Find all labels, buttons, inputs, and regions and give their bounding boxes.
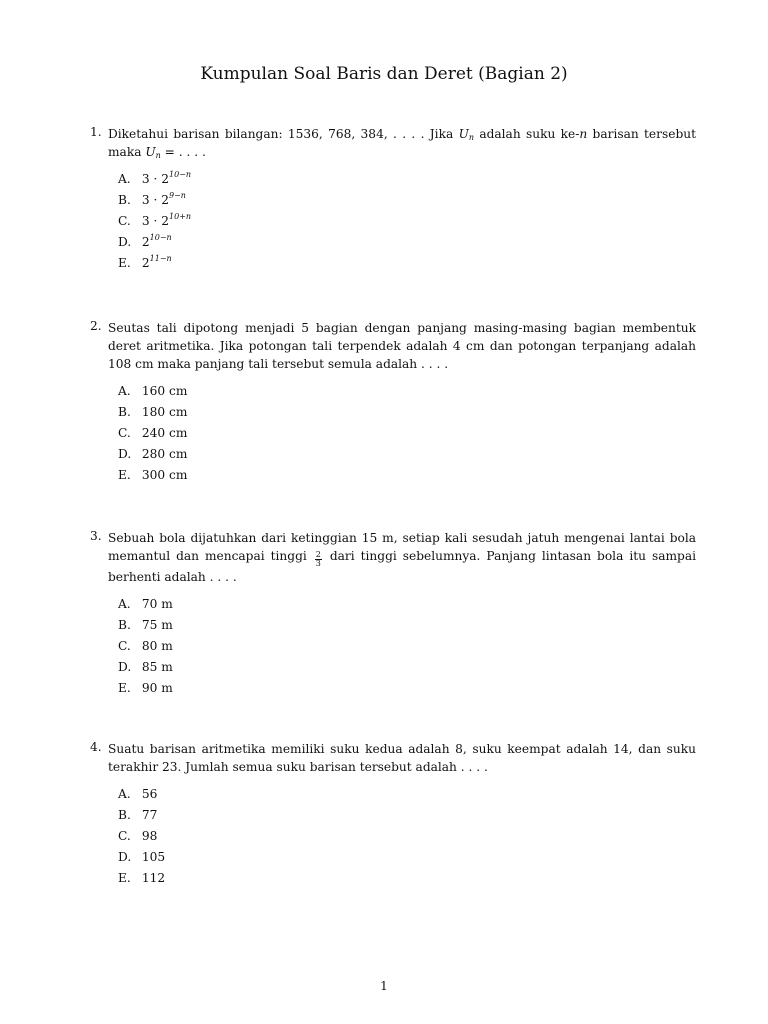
- question-4: [90, 740, 696, 889]
- question-number: 3.: [90, 529, 102, 543]
- option-c: C. 80 m: [118, 639, 173, 653]
- question-3: [90, 529, 696, 699]
- option-c: C. 240 cm: [118, 426, 188, 440]
- question-text: Seutas tali dipotong menjadi 5 bagian dengan panjang masing-masing bagian membentuk deret aritmetika. Jika potongan tali terpendek adalah 4 cm dan potongan terpanjang adalah 108 cm maka panjang tali tersebut semula adalah . . . .: [108, 321, 696, 371]
- options-list: [118, 594, 696, 699]
- option-b: B. 180 cm: [118, 405, 188, 419]
- fraction: $\frac{2}{3}$: [315, 550, 321, 568]
- option-c: C. $3 \cdot 2^{10+n}$: [118, 212, 192, 228]
- option-d: D. 105: [118, 850, 166, 864]
- option-a: A. 56: [118, 787, 158, 801]
- option-a: A. 70 m: [118, 597, 173, 611]
- option-a: A. $3 \cdot 2^{10-n}$: [118, 170, 192, 186]
- question-number: 1.: [90, 125, 102, 139]
- option-a: A. 160 cm: [118, 384, 188, 398]
- options-list: [118, 381, 696, 486]
- option-e: E. 112: [118, 871, 166, 885]
- option-b: B. 75 m: [118, 618, 173, 632]
- page-number: 1: [380, 979, 388, 993]
- option-e: E. 300 cm: [118, 468, 188, 482]
- option-c: C. 98: [118, 829, 158, 843]
- question-1: [90, 125, 696, 274]
- question-2: [90, 319, 696, 486]
- option-d: D. 280 cm: [118, 447, 188, 461]
- option-d: D. 85 m: [118, 660, 173, 674]
- option-b: B. $3 \cdot 2^{9-n}$: [118, 191, 186, 207]
- question-number: 2.: [90, 319, 102, 333]
- option-e: E. $2^{11-n}$: [118, 254, 172, 270]
- option-e: E. 90 m: [118, 681, 173, 695]
- question-number: 4.: [90, 740, 102, 754]
- question-text: Sebuah bola dijatuhkan dari ketinggian 15 m, setiap kali sesudah jatuh mengenai lantai bola memantul dan mencapai tinggi $\frac{2}{3}$ dari tinggi sebelumnya. Panjang lintasan bola itu sampai berhenti adalah . . . .: [108, 531, 696, 584]
- options-list: [118, 169, 696, 274]
- question-text: Suatu barisan aritmetika memiliki suku kedua adalah 8, suku keempat adalah 14, dan suku terakhir 23. Jumlah semua suku barisan tersebut adalah . . . .: [108, 742, 696, 774]
- question-text: Diketahui barisan bilangan: 1536, 768, 384, . . . . Jika $U_n$ adalah suku ke-n barisan tersebut maka $U_n$ = . . . .: [108, 127, 696, 160]
- option-d: D. $2^{10-n}$: [118, 233, 172, 249]
- option-b: B. 77: [118, 808, 158, 822]
- options-list: [118, 784, 696, 889]
- page-title: Kumpulan Soal Baris dan Deret (Bagian 2): [200, 64, 568, 84]
